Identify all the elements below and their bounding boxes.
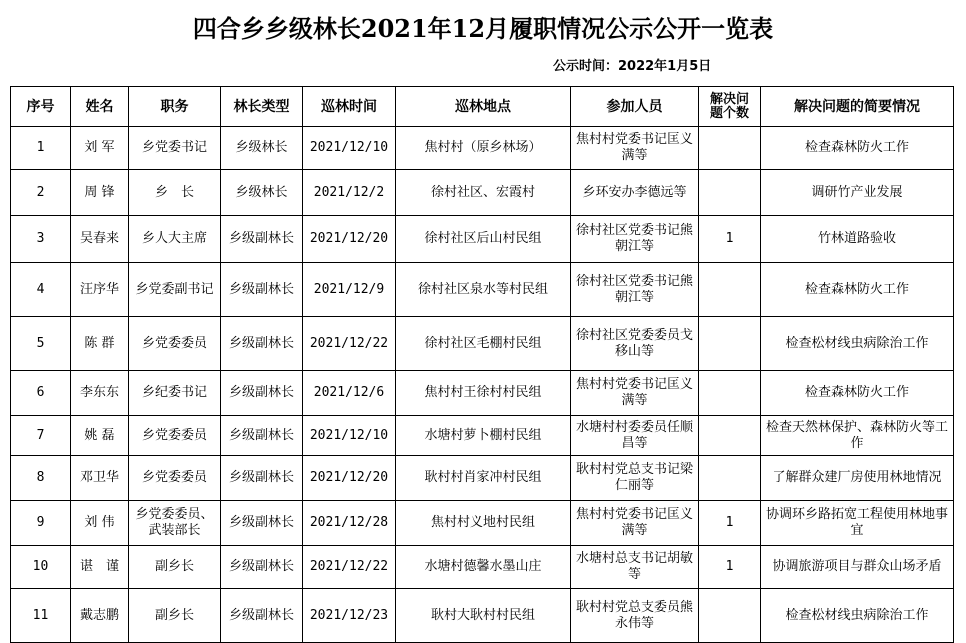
cell-participants: 徐村社区党委书记熊朝江等 (571, 216, 699, 263)
cell-chief-type: 乡级副林长 (221, 456, 303, 501)
cell-participants: 徐村社区党委书记熊朝江等 (571, 263, 699, 317)
table-row (11, 371, 954, 416)
cell-participants: 耿村村党总支书记梁仁丽等 (571, 456, 699, 501)
cell-issues-resolved (699, 263, 761, 317)
cell-chief-type: 乡级副林长 (221, 416, 303, 456)
cell-index: 8 (11, 456, 71, 501)
cell-summary: 检查森林防火工作 (761, 371, 954, 416)
cell-position: 乡党委书记 (129, 127, 221, 170)
cell-index: 3 (11, 216, 71, 263)
cell-issues-resolved (699, 589, 761, 643)
cell-issues-resolved: 1 (699, 546, 761, 589)
cell-chief-type: 乡级副林长 (221, 546, 303, 589)
cell-issues-resolved: 1 (699, 501, 761, 546)
cell-summary: 检查森林防火工作 (761, 263, 954, 317)
cell-position: 乡党委委员、武装部长 (129, 501, 221, 546)
cell-name: 谌 谨 (71, 546, 129, 589)
header-row (11, 87, 954, 127)
cell-participants: 焦村村党委书记匡义满等 (571, 371, 699, 416)
cell-issues-resolved (699, 371, 761, 416)
table-row (11, 263, 954, 317)
cell-issues-resolved (699, 317, 761, 371)
cell-name: 戴志鹏 (71, 589, 129, 643)
table-row (11, 216, 954, 263)
cell-issues-resolved (699, 127, 761, 170)
cell-index: 1 (11, 127, 71, 170)
cell-patrol-location: 耿村村肖家冲村民组 (396, 456, 571, 501)
header-patrol-time: 巡林时间 (303, 87, 396, 127)
header-position: 职务 (129, 87, 221, 127)
header-summary: 解决问题的简要情况 (761, 87, 954, 127)
cell-summary: 检查松材线虫病除治工作 (761, 589, 954, 643)
cell-name: 陈 群 (71, 317, 129, 371)
cell-index: 2 (11, 170, 71, 216)
cell-summary: 竹林道路验收 (761, 216, 954, 263)
cell-chief-type: 乡级副林长 (221, 216, 303, 263)
cell-position: 乡党委委员 (129, 416, 221, 456)
cell-position: 乡 长 (129, 170, 221, 216)
publish-date: 公示时间：2022年1月5日 (553, 59, 712, 74)
cell-participants: 焦村村党委书记匡义满等 (571, 501, 699, 546)
cell-index: 10 (11, 546, 71, 589)
cell-summary: 了解群众建厂房使用林地情况 (761, 456, 954, 501)
cell-patrol-location: 焦村村（原乡林场） (396, 127, 571, 170)
cell-index: 7 (11, 416, 71, 456)
cell-position: 乡党委委员 (129, 456, 221, 501)
cell-participants: 水塘村总支书记胡敏等 (571, 546, 699, 589)
cell-patrol-location: 徐村社区、宏霞村 (396, 170, 571, 216)
cell-patrol-location: 徐村社区毛棚村民组 (396, 317, 571, 371)
cell-summary: 检查天然林保护、森林防火等工作 (761, 416, 954, 456)
header-chief-type: 林长类型 (221, 87, 303, 127)
forest-chief-table (10, 86, 954, 643)
cell-position: 乡人大主席 (129, 216, 221, 263)
document-title: 四合乡乡级林长2021年12月履职情况公示公开一览表 (192, 14, 774, 43)
header-index: 序号 (11, 87, 71, 127)
cell-index: 9 (11, 501, 71, 546)
table-row (11, 456, 954, 501)
cell-patrol-location: 徐村社区后山村民组 (396, 216, 571, 263)
cell-index: 4 (11, 263, 71, 317)
cell-patrol-time: 2021/12/2 (303, 170, 396, 216)
cell-position: 乡党委委员 (129, 317, 221, 371)
header-name: 姓名 (71, 87, 129, 127)
cell-patrol-location: 焦村村王徐村村民组 (396, 371, 571, 416)
cell-summary: 检查森林防火工作 (761, 127, 954, 170)
cell-patrol-location: 徐村社区泉水等村民组 (396, 263, 571, 317)
cell-name: 邓卫华 (71, 456, 129, 501)
cell-chief-type: 乡级副林长 (221, 317, 303, 371)
cell-name: 汪序华 (71, 263, 129, 317)
cell-position: 副乡长 (129, 589, 221, 643)
cell-position: 乡党委副书记 (129, 263, 221, 317)
cell-summary: 协调环乡路拓宽工程使用林地事宜 (761, 501, 954, 546)
cell-name: 姚 磊 (71, 416, 129, 456)
cell-patrol-location: 水塘村德馨水墨山庄 (396, 546, 571, 589)
cell-chief-type: 乡级副林长 (221, 263, 303, 317)
cell-patrol-time: 2021/12/20 (303, 216, 396, 263)
cell-patrol-location: 水塘村萝卜棚村民组 (396, 416, 571, 456)
cell-participants: 乡环安办李德远等 (571, 170, 699, 216)
cell-name: 吴春来 (71, 216, 129, 263)
cell-name: 刘 军 (71, 127, 129, 170)
table-row (11, 127, 954, 170)
cell-chief-type: 乡级副林长 (221, 501, 303, 546)
cell-position: 副乡长 (129, 546, 221, 589)
table-row (11, 416, 954, 456)
header-patrol-location: 巡林地点 (396, 87, 571, 127)
header-issues-resolved: 解决问题个数 (699, 87, 761, 127)
cell-index: 6 (11, 371, 71, 416)
table-row (11, 170, 954, 216)
cell-summary: 检查松材线虫病除治工作 (761, 317, 954, 371)
cell-participants: 水塘村村委委员任顺昌等 (571, 416, 699, 456)
cell-name: 周 锋 (71, 170, 129, 216)
cell-patrol-time: 2021/12/6 (303, 371, 396, 416)
cell-patrol-time: 2021/12/28 (303, 501, 396, 546)
cell-index: 11 (11, 589, 71, 643)
table-row (11, 546, 954, 589)
cell-index: 5 (11, 317, 71, 371)
cell-patrol-time: 2021/12/20 (303, 456, 396, 501)
cell-chief-type: 乡级副林长 (221, 371, 303, 416)
cell-participants: 耿村村党总支委员熊永伟等 (571, 589, 699, 643)
cell-patrol-time: 2021/12/23 (303, 589, 396, 643)
table-row (11, 589, 954, 643)
cell-chief-type: 乡级林长 (221, 127, 303, 170)
cell-issues-resolved (699, 456, 761, 501)
cell-patrol-time: 2021/12/22 (303, 546, 396, 589)
cell-participants: 焦村村党委书记匡义满等 (571, 127, 699, 170)
cell-patrol-time: 2021/12/9 (303, 263, 396, 317)
cell-chief-type: 乡级林长 (221, 170, 303, 216)
cell-patrol-time: 2021/12/22 (303, 317, 396, 371)
cell-name: 刘 伟 (71, 501, 129, 546)
cell-issues-resolved (699, 170, 761, 216)
cell-chief-type: 乡级副林长 (221, 589, 303, 643)
cell-patrol-time: 2021/12/10 (303, 127, 396, 170)
cell-issues-resolved (699, 416, 761, 456)
table-row (11, 501, 954, 546)
cell-patrol-location: 耿村大耿村村民组 (396, 589, 571, 643)
cell-summary: 调研竹产业发展 (761, 170, 954, 216)
cell-patrol-time: 2021/12/10 (303, 416, 396, 456)
cell-patrol-location: 焦村村义地村民组 (396, 501, 571, 546)
cell-position: 乡纪委书记 (129, 371, 221, 416)
table-row (11, 317, 954, 371)
cell-summary: 协调旅游项目与群众山场矛盾 (761, 546, 954, 589)
cell-issues-resolved: 1 (699, 216, 761, 263)
header-participants: 参加人员 (571, 87, 699, 127)
cell-participants: 徐村社区党委委员戈移山等 (571, 317, 699, 371)
cell-name: 李东东 (71, 371, 129, 416)
